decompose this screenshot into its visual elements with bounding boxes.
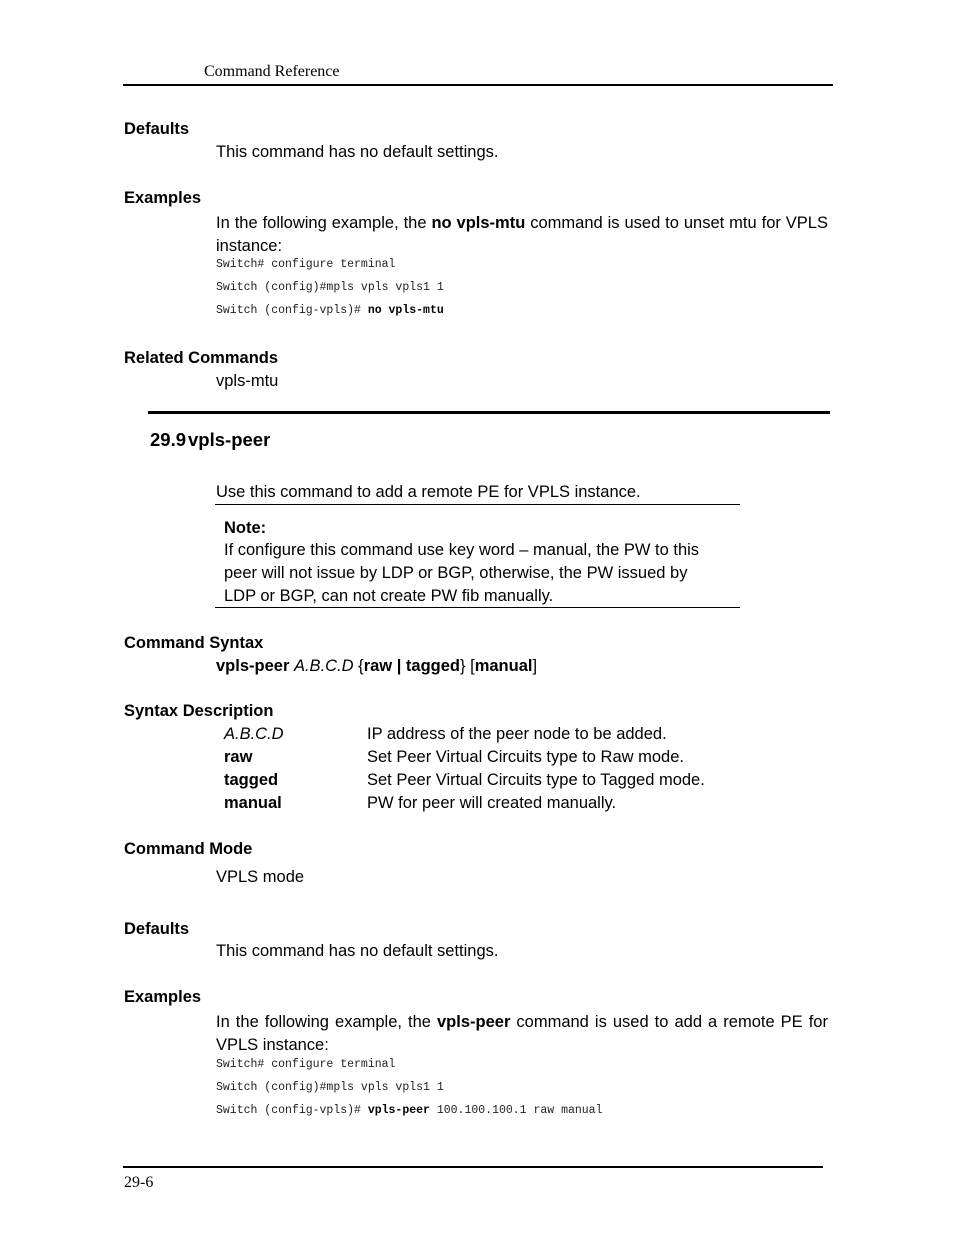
note-top-rule (215, 504, 740, 505)
section-description: Use this command to add a remote PE for VPLS instance. (216, 483, 641, 501)
examples-intro: In the following example, the vpls-peer command is used to add a remote PE for VPLS instance: (216, 1013, 828, 1054)
code-line: Switch# configure terminal (216, 1058, 396, 1071)
note-bottom-rule (215, 607, 740, 608)
command-keyword: no vpls-mtu (431, 214, 526, 232)
examples-intro: In the following example, the no vpls-mtu command is used to unset mtu for VPLS instance: (216, 214, 828, 255)
syntax-term: manual (224, 794, 282, 812)
syntax-desc-heading: Syntax Description (124, 702, 274, 720)
header-rule (123, 84, 833, 86)
examples-heading: Examples (124, 189, 202, 207)
syntax-heading: Command Syntax (124, 634, 264, 652)
syntax-term-desc: IP address of the peer node to be added. (367, 725, 667, 743)
code-line: Switch (config-vpls)# no vpls-mtu (216, 304, 444, 317)
section-rule (148, 411, 830, 414)
page-number: 29-6 (124, 1174, 154, 1191)
syntax-term-desc: Set Peer Virtual Circuits type to Raw mode. (367, 748, 684, 766)
mode-text: VPLS mode (216, 868, 305, 886)
section-title: 29.9 vpls-peer (150, 429, 271, 450)
code-line: Switch (config-vpls)# vpls-peer 100.100.100.1 raw manual (216, 1104, 603, 1117)
defaults-text: This command has no default settings. (216, 143, 499, 161)
syntax-term-desc: PW for peer will created manually. (367, 794, 617, 812)
note-line: If configure this command use key word – manual, the PW to this (224, 541, 700, 559)
examples-heading: Examples (124, 988, 202, 1006)
syntax-term: A.B.C.D (224, 725, 284, 743)
defaults-heading: Defaults (124, 920, 190, 938)
footer-rule (123, 1166, 823, 1168)
mode-heading: Command Mode (124, 840, 253, 858)
syntax-term: tagged (224, 771, 279, 789)
code-line: Switch (config)#mpls vpls vpls1 1 (216, 1081, 444, 1094)
defaults-heading: Defaults (124, 120, 190, 138)
command-syntax: vpls-peer A.B.C.D {raw | tagged} [manual] (216, 657, 538, 675)
code-line: Switch (config)#mpls vpls vpls1 1 (216, 281, 444, 294)
related-command: vpls-mtu (216, 372, 279, 390)
command-keyword: vpls-peer (437, 1013, 511, 1031)
note-line: LDP or BGP, can not create PW fib manually. (224, 587, 554, 605)
defaults-text: This command has no default settings. (216, 942, 499, 960)
note-line: peer will not issue by LDP or BGP, otherwise, the PW issued by (224, 564, 688, 582)
header-title: Command Reference (204, 63, 340, 80)
note-label: Note: (224, 519, 267, 537)
syntax-term: raw (224, 748, 253, 766)
code-line: Switch# configure terminal (216, 258, 396, 271)
related-heading: Related Commands (124, 349, 279, 367)
syntax-term-desc: Set Peer Virtual Circuits type to Tagged mode. (367, 771, 705, 789)
